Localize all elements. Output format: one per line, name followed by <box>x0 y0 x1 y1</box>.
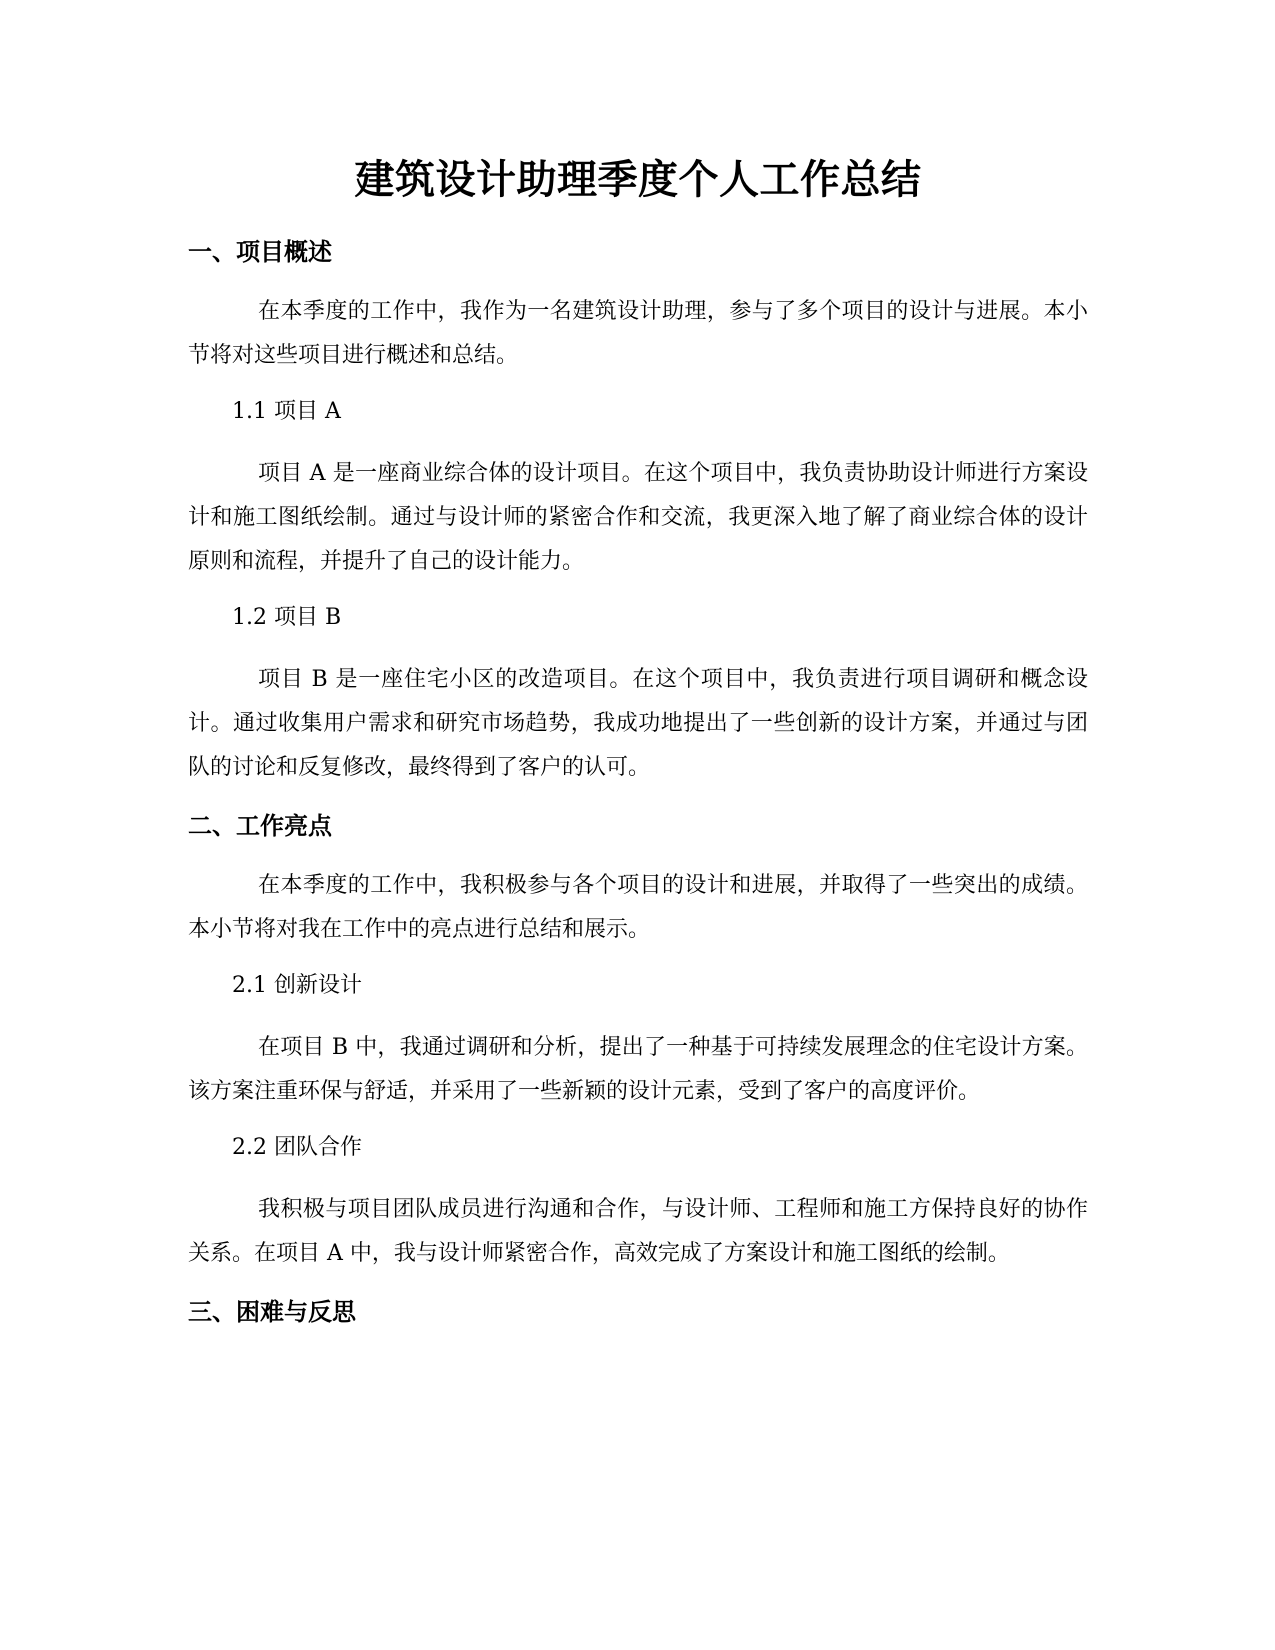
section-heading: 三、困难与反思 <box>188 1298 356 1326</box>
subsection-text: 我积极与项目团队成员进行沟通和合作，与设计师、工程师和施工方保持良好的协作关系。在项目 A 中，我与设计师紧密合作，高效完成了方案设计和施工图纸的绘制。 <box>188 1197 1088 1266</box>
section-heading: 二、工作亮点 <box>188 812 332 840</box>
subsection-text: 项目 A 是一座商业综合体的设计项目。在这个项目中，我负责协助设计师进行方案设计和施工图纸绘制。通过与设计师的紧密合作和交流，我更深入地了解了商业综合体的设计原则和流程，并提升了自己的设计能力。 <box>188 461 1088 574</box>
section-3 <box>188 1294 1088 1330</box>
document-body <box>188 150 1088 1350</box>
subsection-heading: 2.1 创新设计 <box>232 973 362 998</box>
section-1 <box>188 234 1088 790</box>
section-heading: 一、项目概述 <box>188 238 332 266</box>
document-title: 建筑设计助理季度个人工作总结 <box>354 157 922 203</box>
section-intro: 在本季度的工作中，我作为一名建筑设计助理，参与了多个项目的设计与进展。本小节将对这些项目进行概述和总结。 <box>188 299 1088 368</box>
subsection-heading: 1.1 项目 A <box>232 399 341 424</box>
subsection-text: 在项目 B 中，我通过调研和分析，提出了一种基于可持续发展理念的住宅设计方案。该方案注重环保与舒适，并采用了一些新颖的设计元素，受到了客户的高度评价。 <box>188 1035 1088 1104</box>
subsection-text: 项目 B 是一座住宅小区的改造项目。在这个项目中，我负责进行项目调研和概念设计。通过收集用户需求和研究市场趋势，我成功地提出了一些创新的设计方案，并通过与团队的讨论和反复修改，最终得到了客户的认可。 <box>188 667 1088 780</box>
section-2 <box>188 808 1088 1276</box>
subsection-heading: 2.2 团队合作 <box>232 1135 362 1160</box>
subsection-heading: 1.2 项目 B <box>232 605 342 630</box>
section-intro: 在本季度的工作中，我积极参与各个项目的设计和进展，并取得了一些突出的成绩。本小节将对我在工作中的亮点进行总结和展示。 <box>188 873 1088 942</box>
